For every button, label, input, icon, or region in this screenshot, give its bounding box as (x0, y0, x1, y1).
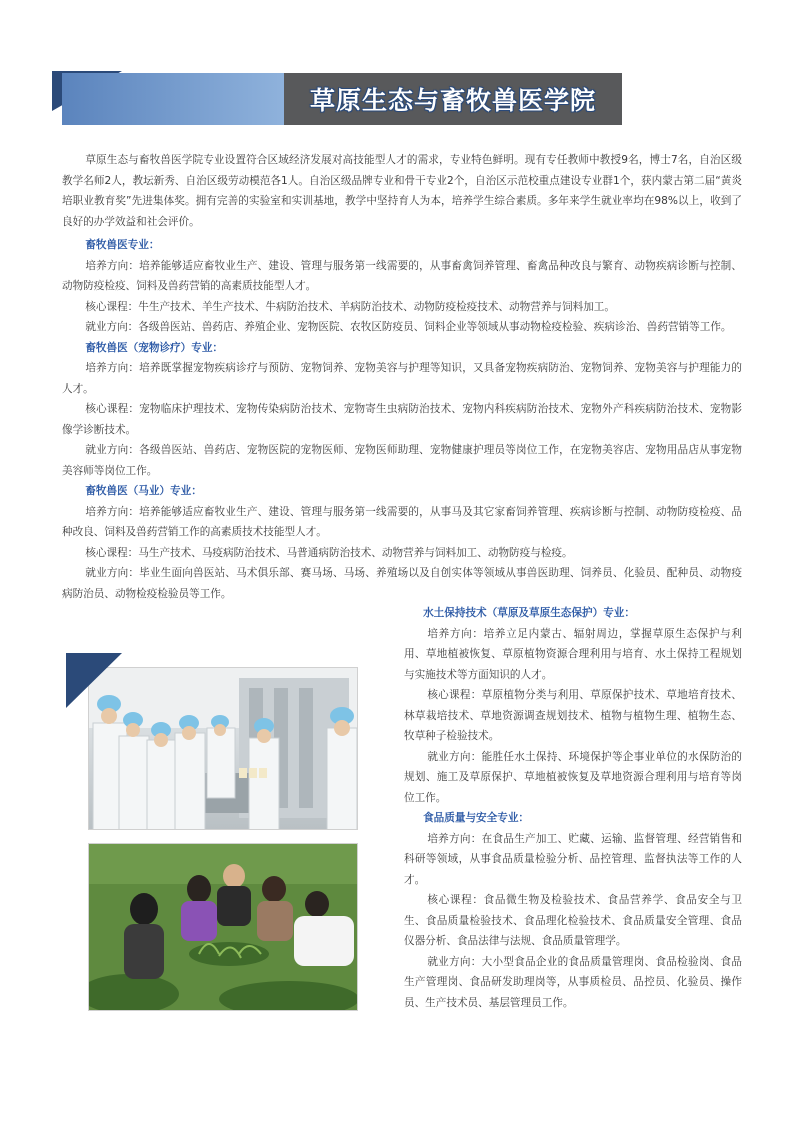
header-banner (62, 73, 622, 125)
major-training: 培养方向：培养立足内蒙古、辐射周边，掌握草原生态保护与利用、草地植被恢复、草原植物资源合理利用与培育、水土保持工程规划与实施技术等方面知识的人才。 (404, 627, 742, 681)
major-courses: 核心课程：草原植物分类与利用、草原保护技术、草地培育技术、林草栽培技术、草地资源调查规划技术、植物与植物生理、植物生态、牧草种子检验技术。 (404, 689, 742, 742)
right-majors-section (404, 603, 742, 1013)
major-heading: 水土保持技术（草原及草原生态保护）专业： (423, 607, 635, 619)
intro-paragraph: 草原生态与畜牧兽医学院专业设置符合区域经济发展对高技能型人才的需求，专业特色鲜明。现有专任教师中教授9名，博士7名，自治区级教学名师2人，教坛新秀、自治区级劳动模范各1人。自治区级品牌专业和骨干专业2个，自治区示范校重点建设专业群1个，获内蒙古第二届“黄炎培职业教育奖”先进集体奖。拥有完善的实验室和实训基地，教学中坚持育人为本，培养学生综合素质。多年来学生就业率均在98%以上，收到了良好的办学效益和社会评价。 (62, 154, 742, 228)
lab-scene-image (89, 668, 358, 830)
major-training: 培养方向：培养既掌握宠物疾病诊疗与预防、宠物饲养、宠物美容与护理等知识，又具备宠物疾病防治、宠物饲养、宠物美容与护理能力的人才。 (62, 362, 742, 395)
major-courses: 核心课程：牛生产技术、羊生产技术、牛病防治技术、羊病防治技术、动物防疫检疫技术、动物营养与饲料加工。 (85, 300, 615, 313)
majors-section (62, 235, 742, 604)
header-title-block (284, 73, 622, 125)
major-heading: 畜牧兽医专业： (85, 239, 160, 251)
page-title: 草原生态与畜牧兽医学院 (309, 86, 596, 115)
major-courses: 核心课程：食品微生物及检验技术、食品营养学、食品安全与卫生、食品质量检验技术、食品理化检验技术、食品质量安全管理、食品仪器分析、食品法律与法规、食品质量管理学。 (404, 894, 742, 947)
major-training: 培养方向：培养能够适应畜牧业生产、建设、管理与服务第一线需要的，从事马及其它家畜饲养管理、疾病诊断与控制、动物防疫检疫、品种改良、饲料及兽药营销工作的高素质技术技能型人才。 (62, 505, 742, 538)
major-employment: 就业方向：各级兽医站、兽药店、养殖企业、宠物医院、农牧区防疫员、饲料企业等领域从事动物检疫检验、疾病诊治、兽药营销等工作。 (85, 321, 732, 333)
major-employment: 就业方向：能胜任水土保持、环境保护等企事业单位的水保防治的规划、施工及草原保护、草地植被恢复及草地资源合理利用与培育等岗位工作。 (404, 750, 742, 804)
major-training: 培养方向：培养能够适应畜牧业生产、建设、管理与服务第一线需要的，从事畜禽饲养管理、畜禽品种改良与繁育、动物疾病诊断与控制、动物防疫检疫、饲料及兽药营销的高素质技能型人才。 (62, 259, 742, 292)
photo-corner-triangle (66, 653, 122, 708)
major-employment: 就业方向：毕业生面向兽医站、马术俱乐部、赛马场、马场、养殖场以及自创实体等领域从事兽医助理、饲养员、化验员、配种员、动物疫病防治员、动物检疫检验员等工作。 (62, 567, 742, 600)
major-heading: 食品质量与安全专业： (423, 812, 530, 824)
major-heading: 畜牧兽医（宠物诊疗）专业： (85, 341, 224, 354)
major-courses: 核心课程：宠物临床护理技术、宠物传染病防治技术、宠物寄生虫病防治技术、宠物内科疾病防治技术、宠物外产科疾病防治技术、宠物影像学诊断技术。 (62, 403, 742, 436)
field-photo (88, 843, 358, 1011)
major-employment: 就业方向：各级兽医站、兽药店、宠物医院的宠物医师、宠物医师助理、宠物健康护理员等岗位工作，在宠物美容店、宠物用品店从事宠物美容师等岗位工作。 (62, 444, 742, 477)
major-training: 培养方向：在食品生产加工、贮藏、运输、监督管理、经营销售和科研等领域，从事食品质量检验分析、品控管理、监督执法等工作的人才。 (404, 832, 742, 886)
field-scene-image (89, 844, 358, 1011)
major-courses: 核心课程：马生产技术、马疫病防治技术、马普通病防治技术、动物营养与饲料加工、动物防疫与检疫。 (85, 546, 573, 559)
header-gradient-block (62, 73, 284, 125)
major-heading: 畜牧兽医（马业）专业： (85, 485, 202, 497)
lab-photo (88, 667, 358, 830)
major-employment: 就业方向：大小型食品企业的食品质量管理岗、食品检验岗、食品生产管理岗、食品研发助理岗等，从事质检员、品控员、化验员、操作员、生产技术员、基层管理员工作。 (404, 955, 742, 1009)
